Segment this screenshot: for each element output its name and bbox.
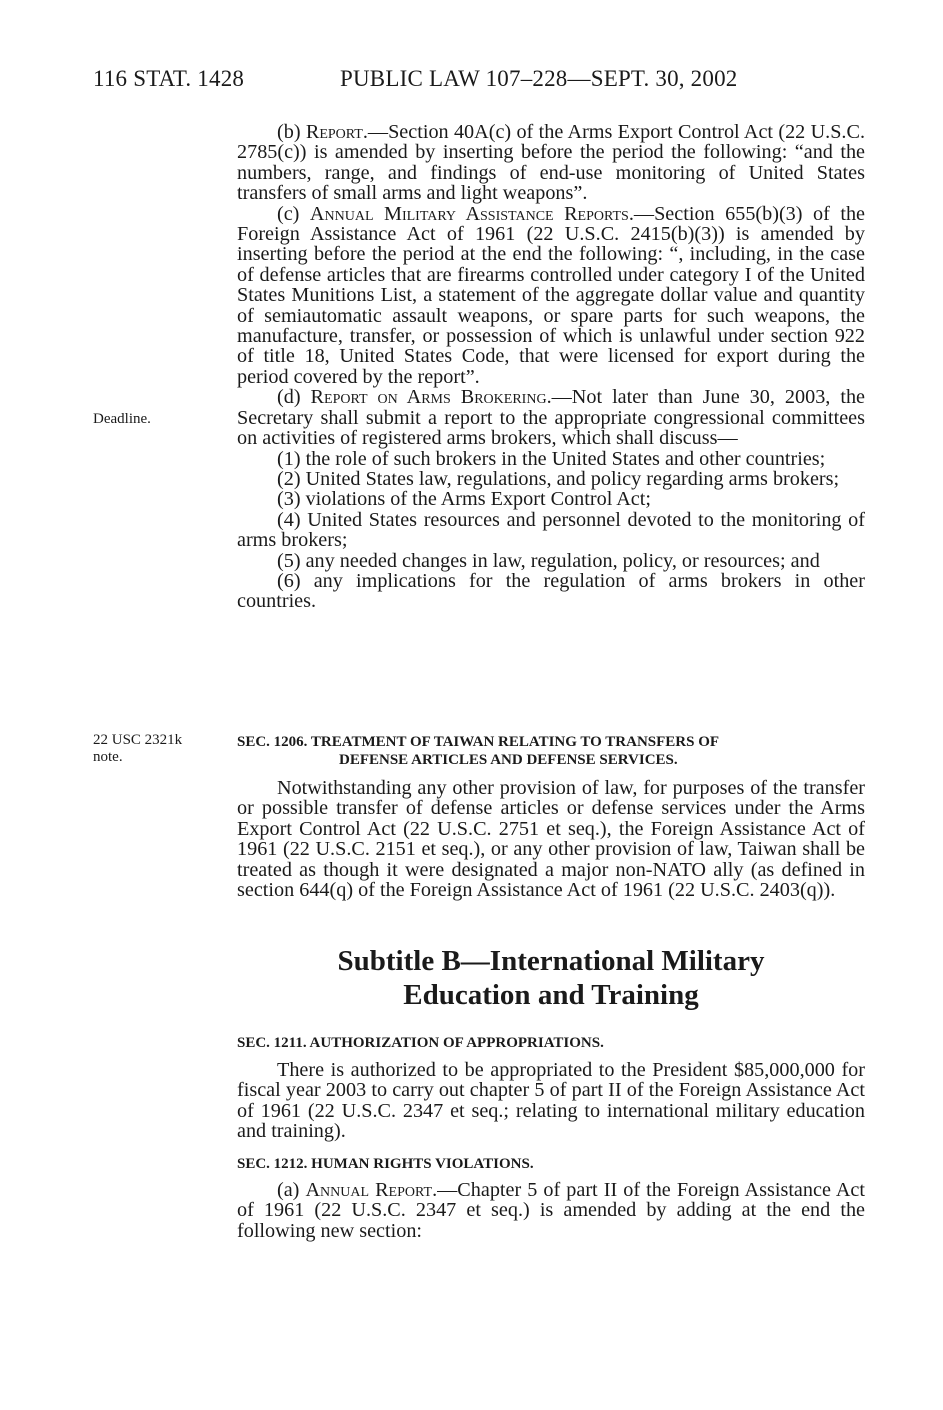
public-law-reference: PUBLIC LAW 107–228—SEPT. 30, 2002 [340, 66, 738, 91]
margin-note-usc [93, 732, 182, 766]
margin-note-usc-line2: note. [93, 749, 123, 765]
margin-note-deadline: Deadline. [93, 411, 151, 427]
section-1206-heading [237, 733, 865, 769]
list-item: (4) United States resources and personnel devoted to the monitoring of arms brokers; [237, 508, 865, 552]
section-1206-heading-line1: SEC. 1206. TREATMENT OF TAIWAN RELATING TO TRANSFERS OF [237, 734, 720, 750]
section-1206-heading-line2: DEFENSE ARTICLES AND DEFENSE SERVICES. [339, 752, 678, 768]
subtitle-b-line1: Subtitle B—International Military [337, 945, 765, 977]
list-item: (3) violations of the Arms Export Control Act; [277, 488, 651, 511]
subtitle-b-heading [237, 944, 865, 1012]
section-1212-heading: SEC. 1212. HUMAN RIGHTS VIOLATIONS. [237, 1156, 534, 1172]
section-1205-continuation [237, 122, 865, 612]
list-item: (6) any implications for the regulation of arms brokers in other countries. [237, 569, 865, 613]
subsection-c: (c) Annual Military Assistance Reports.—Section 655(b)(3) of the Foreign Assistance Act of 1961 (22 U.S.C. 2415(b)(3)) is amended by inserting before the period at the end the following: “, including, in the case of defense articles that are firearms controlled under category I of the United States Munitions List, a statement of the aggregate dollar value and quantity of semiautomatic assault weapons, or spare parts for such weapons, the manufacture, transfer, or possession of which is unlawful under section 922 of title 18, United States Code, that were licensed for export during the period covered by the report”. [237, 202, 865, 388]
list-item: (5) any needed changes in law, regulation, policy, or resources; and [277, 549, 820, 572]
list-item: (2) United States law, regulations, and policy regarding arms brokers; [277, 467, 840, 490]
section-1211-heading: SEC. 1211. AUTHORIZATION OF APPROPRIATIONS. [237, 1035, 604, 1051]
subsection-c-heading: Annual Military Assistance Reports [309, 202, 629, 225]
subsection-b: (b) Report.—Section 40A(c) of the Arms Export Control Act (22 U.S.C. 2785(c)) is amended by inserting before the period the following: “and the numbers, range, and findings of end-use monitoring of United States transfers of small arms and light weapons”. [237, 121, 865, 205]
section-1211-body: There is authorized to be appropriated to the President $85,000,000 for fiscal year 2003 to carry out chapter 5 of part II of the Foreign Assistance Act of 1961 (22 U.S.C. 2347 et seq.; relating to international military education and training). [237, 1059, 865, 1143]
subsection-b-heading: Report [305, 121, 363, 143]
subsection-d-heading: Report on Arms Brokering [310, 386, 547, 409]
subtitle-b-line2: Education and Training [403, 979, 699, 1011]
page-reference: 116 STAT. 1428 [93, 66, 245, 91]
subsection-a-heading: Annual Report [305, 1179, 433, 1201]
margin-note-usc-line1: 22 USC 2321k [93, 732, 183, 748]
subsection-d: (d) Report on Arms Brokering.—Not later than June 30, 2003, the Secretary shall submit a report to the appropriate congressional committees on activities of registered arms brokers, which shall discuss— [237, 386, 865, 450]
subsection-a: (a) Annual Report.—Chapter 5 of part II of the Foreign Assistance Act of 1961 (22 U.S.C. 2347 et seq.) is amended by adding at the end the following new section: [237, 1179, 865, 1242]
section-1212-body [237, 1180, 865, 1241]
section-1206-body: Notwithstanding any other provision of law, for purposes of the transfer or possible transfer of defense articles or defense services under the Arms Export Control Act (22 U.S.C. 2751 et seq.), the Foreign Assistance Act of 1961 (22 U.S.C. 2151 et seq.), or any other provision of law, Taiwan shall be treated as though it were designated a major non-NATO ally (as defined in section 644(q) of the Foreign Assistance Act of 1961 (22 U.S.C. 2403(q)). [237, 777, 865, 902]
list-item: (1) the role of such brokers in the United States and other countries; [277, 447, 826, 470]
